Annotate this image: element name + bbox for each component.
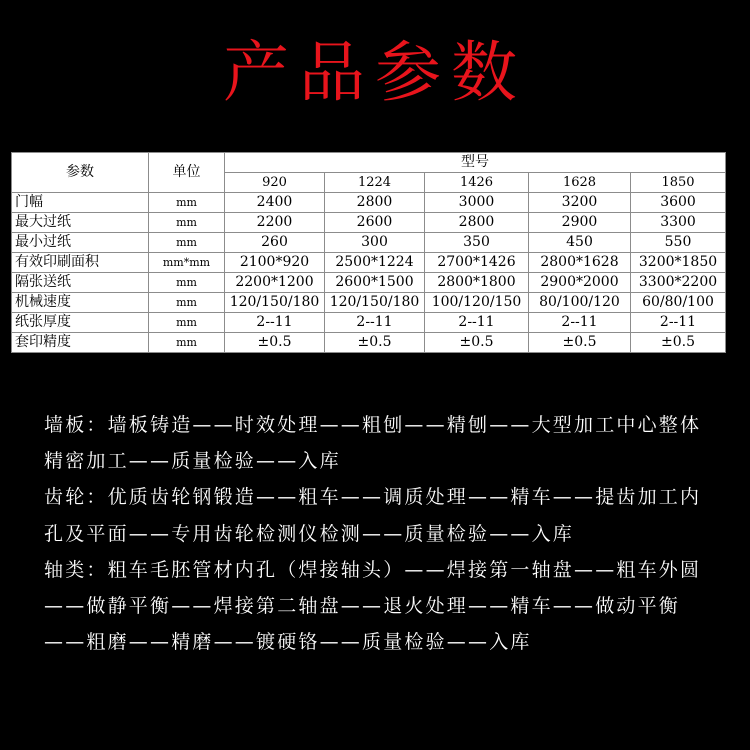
unit-header: 单位 [149, 153, 225, 193]
value-cell: ±0.5 [529, 333, 631, 353]
table-row [12, 333, 726, 353]
table-row [12, 273, 726, 293]
value-cell: 3600 [631, 193, 726, 213]
unit-cell: mm [149, 213, 225, 233]
unit-cell: mm [149, 193, 225, 213]
value-cell: ±0.5 [631, 333, 726, 353]
param-cell: 套印精度 [12, 333, 149, 353]
value-cell: 2200*1200 [225, 273, 325, 293]
param-cell: 最小过纸 [12, 233, 149, 253]
unit-cell: mm [149, 313, 225, 333]
value-cell: 2600 [325, 213, 425, 233]
page-title: 产品参数 [223, 34, 527, 111]
table-header-row [12, 153, 726, 173]
value-cell: 2500*1224 [325, 253, 425, 273]
model-cell: 1224 [325, 173, 425, 193]
value-cell: 3200*1850 [631, 253, 726, 273]
value-cell: 100/120/150 [425, 293, 529, 313]
unit-cell: mm*mm [149, 253, 225, 273]
table-row [12, 213, 726, 233]
value-cell: 2800*1628 [529, 253, 631, 273]
param-cell: 有效印刷面积 [12, 253, 149, 273]
param-cell: 纸张厚度 [12, 313, 149, 333]
value-cell: 2--11 [631, 313, 726, 333]
value-cell: 2800*1800 [425, 273, 529, 293]
table-row [12, 193, 726, 213]
value-cell: 2800 [325, 193, 425, 213]
value-cell: 2800 [425, 213, 529, 233]
unit-cell: mm [149, 293, 225, 313]
value-cell: 120/150/180 [325, 293, 425, 313]
param-header: 参数 [12, 153, 149, 193]
value-cell: 350 [425, 233, 529, 253]
value-cell: 60/80/100 [631, 293, 726, 313]
value-cell: 3200 [529, 193, 631, 213]
model-header: 型号 [225, 153, 726, 173]
value-cell: 2900 [529, 213, 631, 233]
unit-cell: mm [149, 273, 225, 293]
shaft-process: 轴类：粗车毛胚管材内孔（焊接轴头）——焊接第一轴盘——粗车外圆——做静平衡——焊接第二轴盘——退火处理——精车——做动平衡——粗磨——精磨——镀硬铬——质量检验——入库 [44, 558, 702, 654]
value-cell: 2--11 [425, 313, 529, 333]
table-row [12, 233, 726, 253]
wallboard-process: 墙板：墙板铸造——时效处理——粗刨——精刨——大型加工中心整体精密加工——质量检验——入库 [44, 414, 702, 473]
value-cell: 300 [325, 233, 425, 253]
model-cell: 920 [225, 173, 325, 193]
table-row [12, 313, 726, 333]
value-cell: 2--11 [325, 313, 425, 333]
value-cell: 550 [631, 233, 726, 253]
value-cell: ±0.5 [325, 333, 425, 353]
model-cell: 1850 [631, 173, 726, 193]
param-cell: 门幅 [12, 193, 149, 213]
table-row [12, 253, 726, 273]
param-cell: 机械速度 [12, 293, 149, 313]
spec-table [11, 152, 726, 353]
value-cell: 2900*2000 [529, 273, 631, 293]
value-cell: 2400 [225, 193, 325, 213]
table-row [12, 293, 726, 313]
process-description [44, 407, 704, 660]
unit-cell: mm [149, 333, 225, 353]
model-cell: 1628 [529, 173, 631, 193]
value-cell: 260 [225, 233, 325, 253]
model-cell: 1426 [425, 173, 529, 193]
value-cell: ±0.5 [225, 333, 325, 353]
value-cell: 80/100/120 [529, 293, 631, 313]
value-cell: 3000 [425, 193, 529, 213]
unit-cell: mm [149, 233, 225, 253]
value-cell: 2--11 [225, 313, 325, 333]
value-cell: 450 [529, 233, 631, 253]
param-cell: 隔张送纸 [12, 273, 149, 293]
value-cell: 3300 [631, 213, 726, 233]
value-cell: 120/150/180 [225, 293, 325, 313]
value-cell: 2--11 [529, 313, 631, 333]
value-cell: 2100*920 [225, 253, 325, 273]
value-cell: ±0.5 [425, 333, 529, 353]
gear-process: 齿轮：优质齿轮钢锻造——粗车——调质处理——精车——提齿加工内孔及平面——专用齿轮检测仪检测——质量检验——入库 [44, 486, 702, 545]
value-cell: 2600*1500 [325, 273, 425, 293]
param-cell: 最大过纸 [12, 213, 149, 233]
value-cell: 3300*2200 [631, 273, 726, 293]
value-cell: 2200 [225, 213, 325, 233]
value-cell: 2700*1426 [425, 253, 529, 273]
